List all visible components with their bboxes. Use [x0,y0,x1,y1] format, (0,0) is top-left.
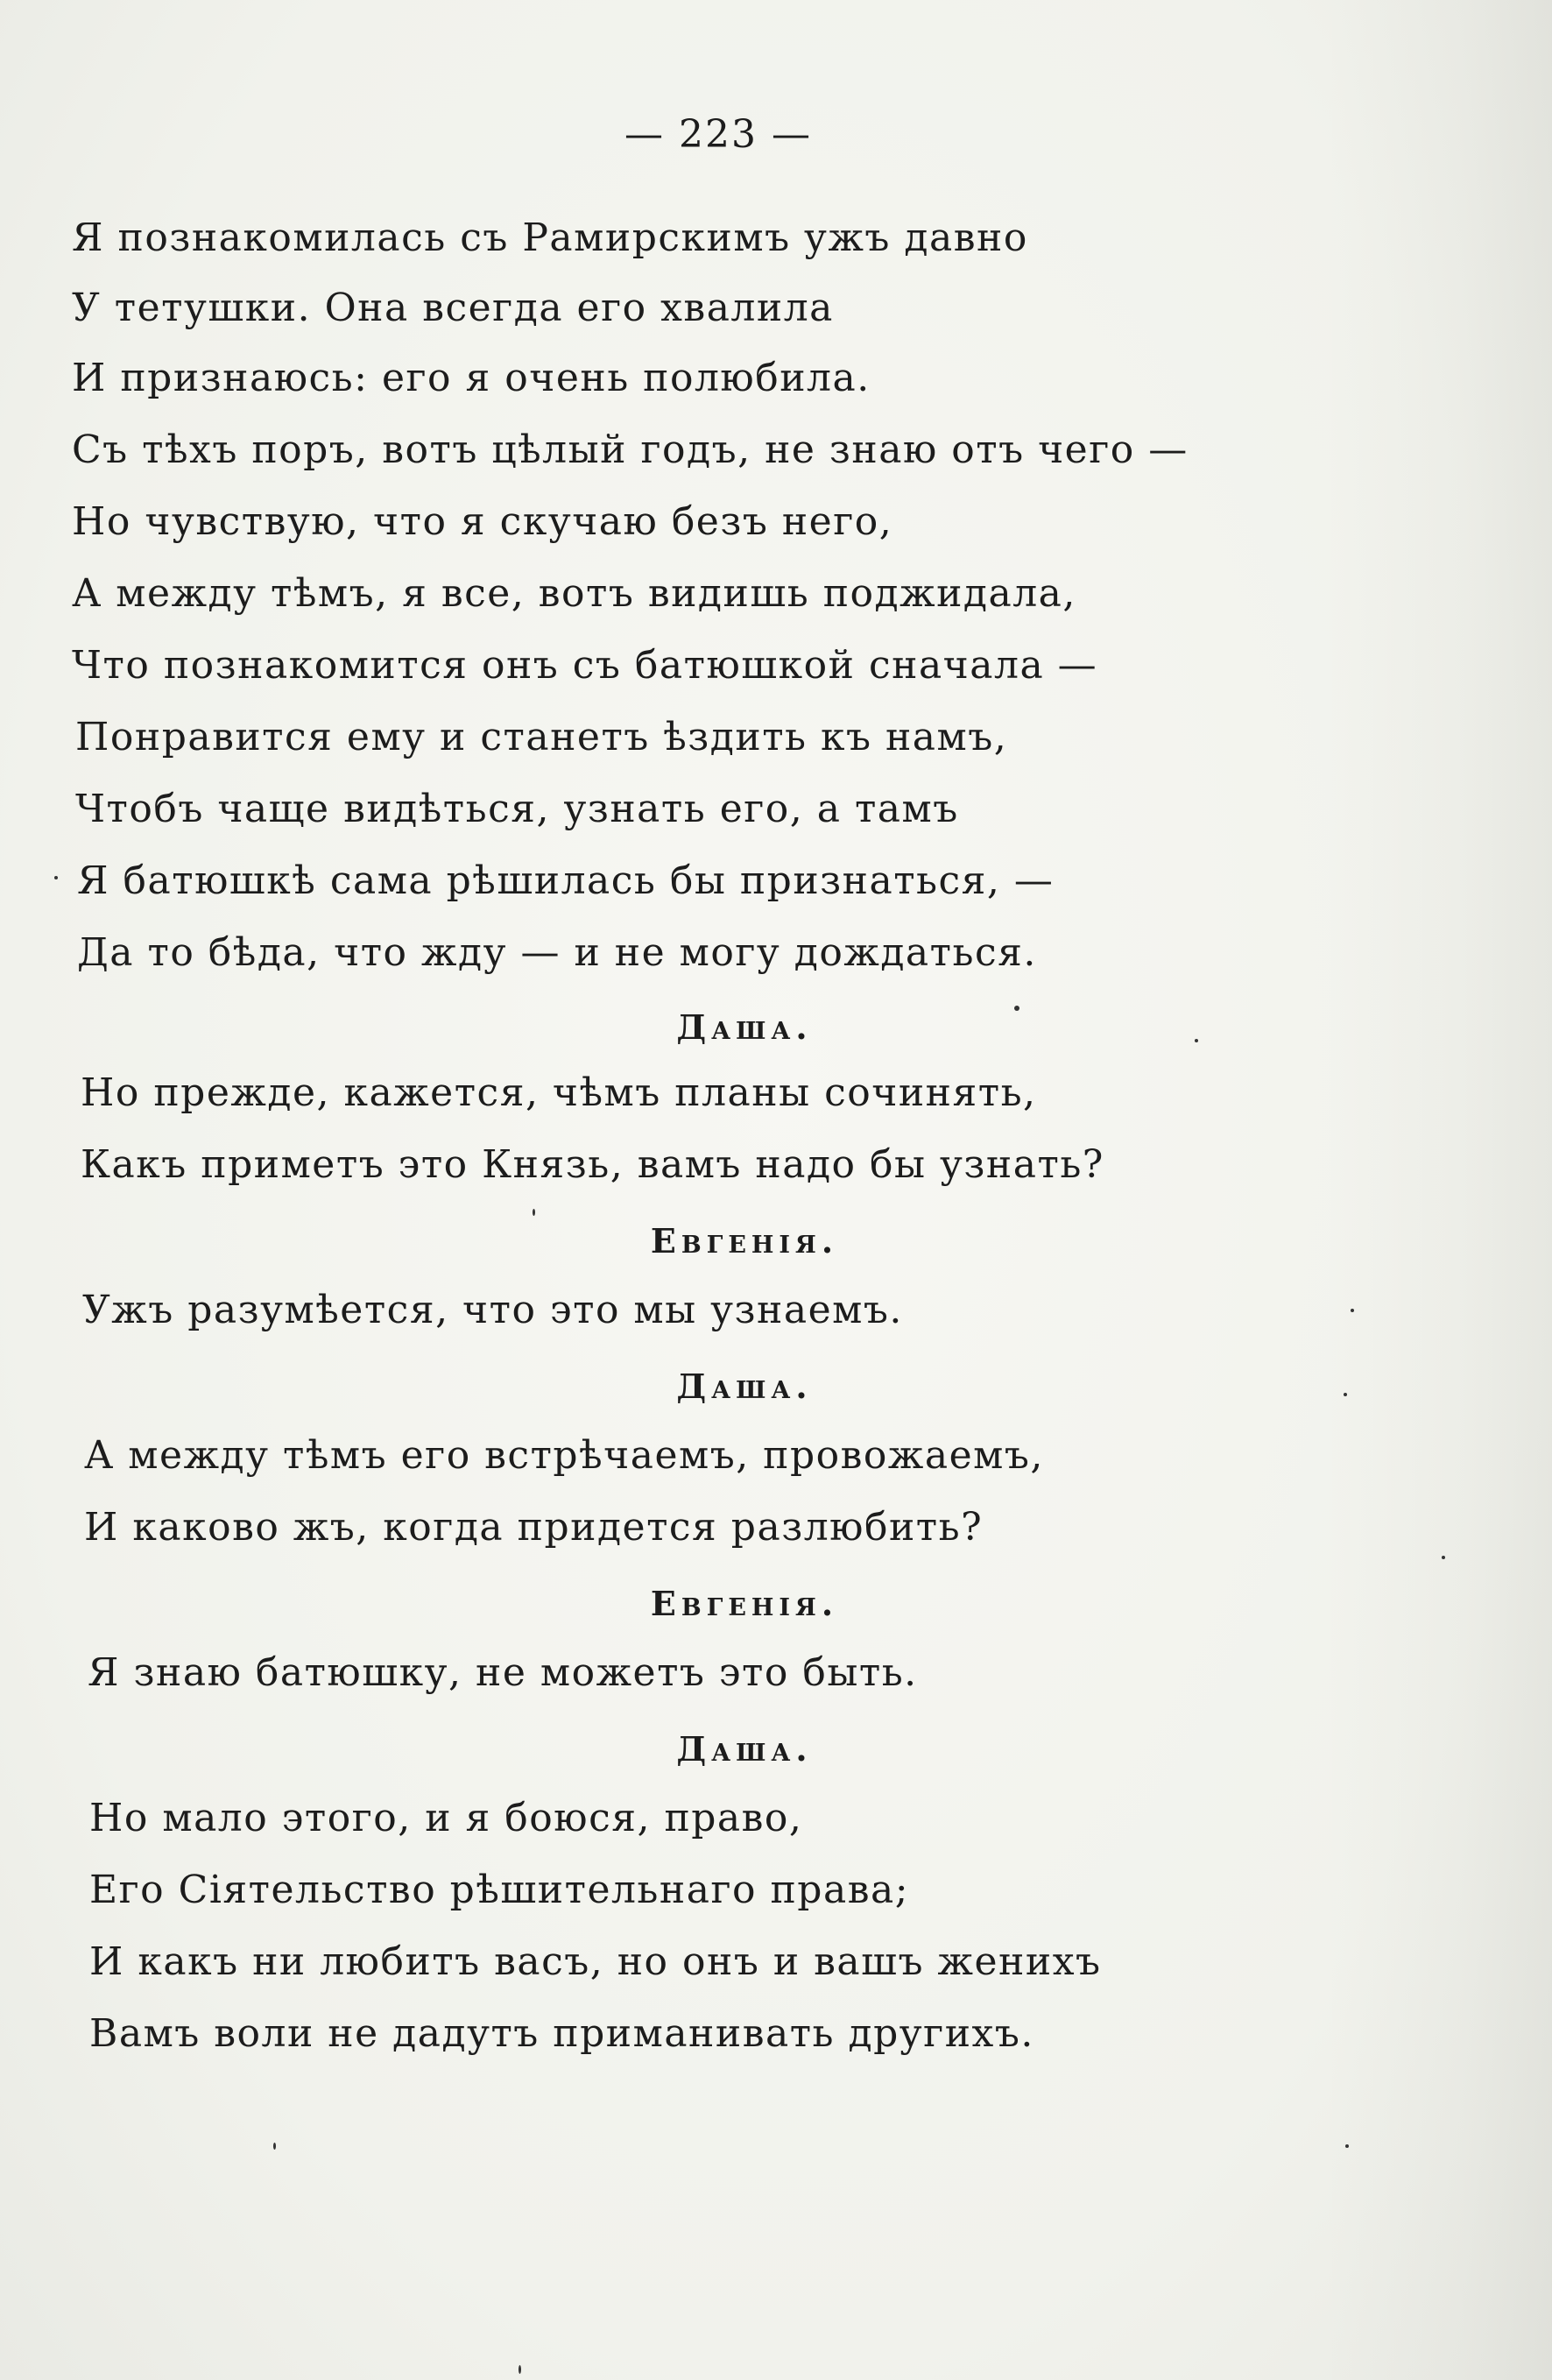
verse-line: У тетушки. Она всегда его хвалила [72,286,834,330]
speaker-name: Даша. [676,1367,813,1406]
speaker-name: Даша. [676,1007,813,1047]
ink-speck [273,2143,276,2150]
ink-speck [54,876,58,879]
verse-line: Его Сіятельство рѣшительнаго права; [89,1868,910,1912]
verse-line: Но прежде, кажется, чѣмъ планы сочинять, [81,1070,1037,1115]
verse-line: Что познакомится онъ съ батюшкой сначала — [72,643,1098,688]
verse-line: И каково жъ, когда придется разлюбить? [84,1505,984,1550]
verse-line: А между тѣмъ, я все, вотъ видишь поджидала, [72,571,1076,616]
ink-speck [1014,1006,1019,1011]
ink-speck [1195,1039,1198,1042]
ink-speck [533,1209,535,1216]
ink-speck [1442,1556,1445,1559]
verse-line: Я знаю батюшку, не можетъ это быть. [88,1650,918,1695]
verse-line: И какъ ни любитъ васъ, но онъ и вашъ женихъ [89,1939,1102,1984]
speaker-name: Евгенія. [650,1584,839,1623]
verse-line: Чтобъ чаще видѣться, узнать его, а тамъ [75,787,959,831]
verse-line: Какъ приметъ это Князь, вамъ надо бы узнать? [81,1142,1104,1187]
ink-speck [519,2365,521,2374]
verse-line: Я батюшкѣ сама рѣшилась бы признаться, — [77,858,1055,903]
verse-line: Но мало этого, и я боюся, право, [89,1796,803,1840]
verse-line: Я познакомилась съ Рамирскимъ ужъ давно [72,215,1028,260]
verse-line: Да то бѣда, что жду — и не могу дождаться. [77,930,1037,975]
verse-line: Ужъ разумѣется, что это мы узнаемъ. [82,1288,903,1332]
ink-speck [1345,2144,1349,2148]
verse-line: Понравится ему и станетъ ѣздить къ намъ, [75,715,1008,759]
speaker-name: Даша. [676,1729,813,1769]
verse-line: Но чувствую, что я скучаю безъ него, [72,499,893,544]
speaker-name: Евгенія. [650,1221,839,1261]
verse-line: А между тѣмъ его встрѣчаемъ, провожаемъ, [84,1433,1044,1478]
ink-speck [1351,1309,1354,1312]
verse-line: Съ тѣхъ поръ, вотъ цѣлый годъ, не знаю отъ чего — [72,427,1189,472]
verse-line: И признаюсь: его я очень полюбила. [72,356,871,400]
ink-speck [1344,1393,1347,1396]
page-number: — 223 — [624,112,812,157]
bleed-through-shade [1324,0,1552,2380]
verse-line: Вамъ воли не дадутъ приманивать другихъ. [89,2011,1034,2056]
